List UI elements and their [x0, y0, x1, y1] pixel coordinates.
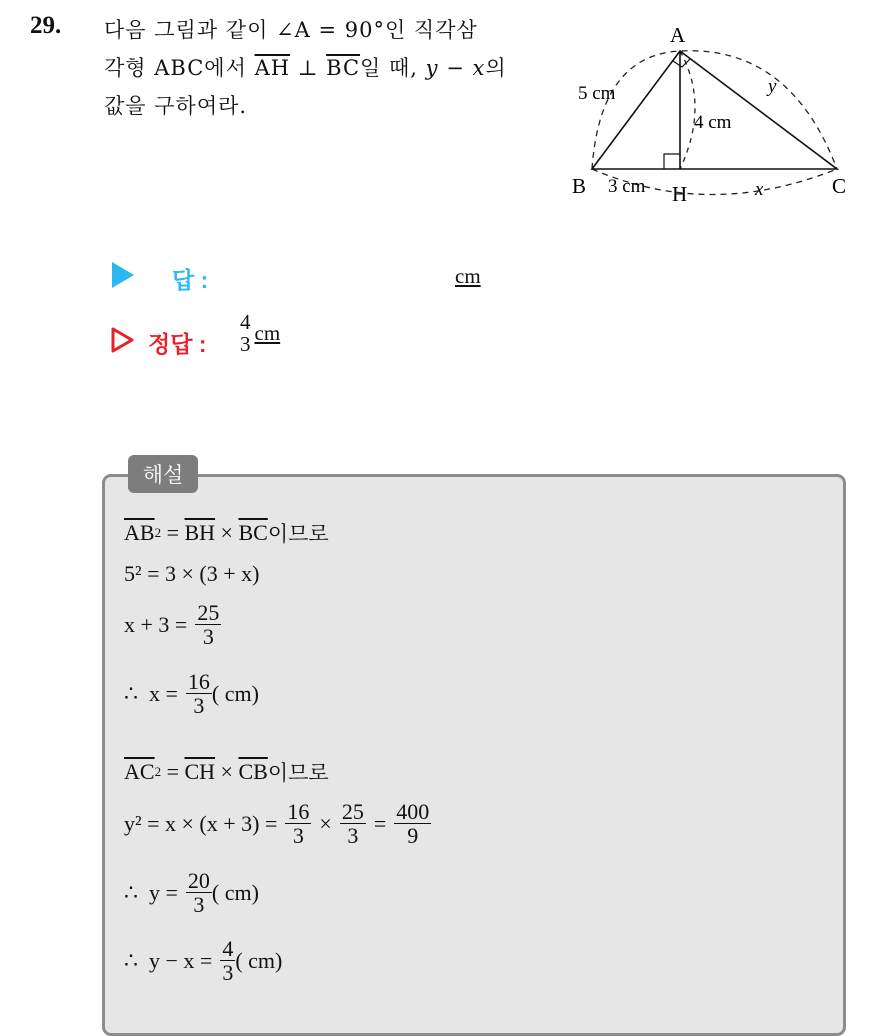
question-number: 29. — [30, 12, 62, 39]
times: × — [215, 520, 239, 545]
question-text: 의 — [485, 56, 507, 80]
unit: ( cm) — [235, 947, 283, 973]
fraction-denominator: 3 — [240, 332, 251, 357]
correct-answer-value — [238, 311, 280, 355]
segment-ab: $\overline{AB}$ — [124, 520, 155, 545]
solution-line-2: 5² = 3 × (3 + x) — [124, 561, 260, 586]
fraction-numerator: 25 — [197, 600, 220, 625]
label-side-ah: 4 cm — [694, 112, 732, 133]
fraction-denominator: 3 — [292, 823, 304, 849]
label-a: A — [670, 23, 686, 47]
answer-label: 답 : — [172, 267, 209, 293]
solution-tag: 해설 — [128, 455, 198, 493]
fraction-denominator: 3 — [202, 624, 214, 650]
equation-lhs: y² = x × (x + 3) = — [124, 810, 278, 836]
question-line-2 — [104, 52, 507, 82]
perp-symbol: ⊥ — [290, 56, 327, 80]
question-line-3: 값을 구하여라. — [104, 94, 248, 118]
segment-bc: $\overline{BC}$ — [238, 520, 268, 545]
answer-marker-icon — [112, 262, 134, 288]
fraction-denominator: 3 — [193, 693, 205, 719]
equals: = — [161, 520, 185, 545]
correct-answer-label: 정답 : — [148, 331, 207, 357]
answer-blank-unit: cm — [455, 264, 481, 288]
fraction-denominator: 3 — [222, 960, 234, 986]
right-angle-mark-h — [664, 154, 680, 169]
dashed-arc-outer — [592, 51, 837, 169]
times: × — [215, 759, 239, 784]
question-text: 각형 ABC에서 — [104, 56, 255, 80]
segment-ch: $\overline{CH}$ — [184, 759, 216, 784]
fraction-numerator: 25 — [341, 799, 364, 824]
correct-marker-icon — [111, 327, 135, 353]
expression-y-minus-x: y − x — [425, 56, 486, 80]
fraction-denominator: 9 — [407, 823, 419, 849]
solution-text: 이므로 — [267, 761, 329, 785]
label-c: C — [832, 174, 847, 198]
equation-lhs: ∴ y − x = — [124, 947, 213, 973]
equation-lhs: x + 3 = — [124, 611, 188, 637]
solution-text: 이므로 — [267, 522, 329, 546]
fraction-numerator: 4 — [240, 310, 251, 334]
label-side-ac: y — [768, 76, 777, 97]
solution-line-1: $\overline{AB}$ 2 = $\overline{BH}$ × $\overline{BC}$ 이므로 — [124, 520, 329, 546]
fraction-numerator: 4 — [222, 936, 234, 961]
solution-line-8 — [124, 937, 282, 984]
fraction-numerator: 20 — [187, 868, 210, 893]
equals: = — [161, 759, 185, 784]
solution-line-3 — [124, 601, 221, 648]
label-h: H — [672, 182, 688, 206]
segment-bh: $\overline{BH}$ — [184, 520, 216, 545]
dashed-arc-inner — [680, 51, 695, 169]
unit: ( cm) — [211, 680, 259, 706]
segment-ac: $\overline{AC}$ — [124, 759, 155, 784]
correct-answer-unit: cm — [254, 320, 281, 345]
correct-answer-fraction — [238, 311, 253, 355]
equation-lhs: ∴ y = — [124, 879, 178, 905]
solution-line-4 — [124, 670, 259, 717]
solution-line-7 — [124, 869, 259, 916]
segment-cb: $\overline{CB}$ — [238, 759, 268, 784]
label-side-ab: 5 cm — [578, 83, 616, 104]
solution-line-5: $\overline{AC}$ 2 = $\overline{CH}$ × $\overline{CB}$ 이므로 — [124, 759, 329, 785]
segment-ah: $\overline{AH}$ — [254, 56, 291, 80]
label-side-hc: x — [755, 179, 764, 200]
triangle-figure — [560, 15, 860, 210]
question-line-1: 다음 그림과 같이 ∠A = 90°인 직각삼 — [104, 18, 478, 42]
label-side-bh: 3 cm — [608, 176, 646, 197]
fraction-denominator: 3 — [193, 892, 205, 918]
fraction-numerator: 16 — [287, 799, 310, 824]
segment-bc: $\overline{BC}$ — [326, 56, 361, 80]
right-angle-mark-a — [673, 59, 690, 67]
times: × — [319, 810, 332, 836]
fraction-numerator: 400 — [396, 799, 430, 824]
label-b: B — [572, 174, 587, 198]
question-text: 일 때, — [360, 56, 426, 80]
fraction-denominator: 3 — [347, 823, 359, 849]
solution-line-6 — [124, 800, 431, 847]
triangle-abc — [592, 51, 837, 169]
equals: = — [373, 810, 387, 836]
unit: ( cm) — [211, 879, 259, 905]
fraction-numerator: 16 — [187, 669, 210, 694]
equation-lhs: ∴ x = — [124, 680, 178, 706]
